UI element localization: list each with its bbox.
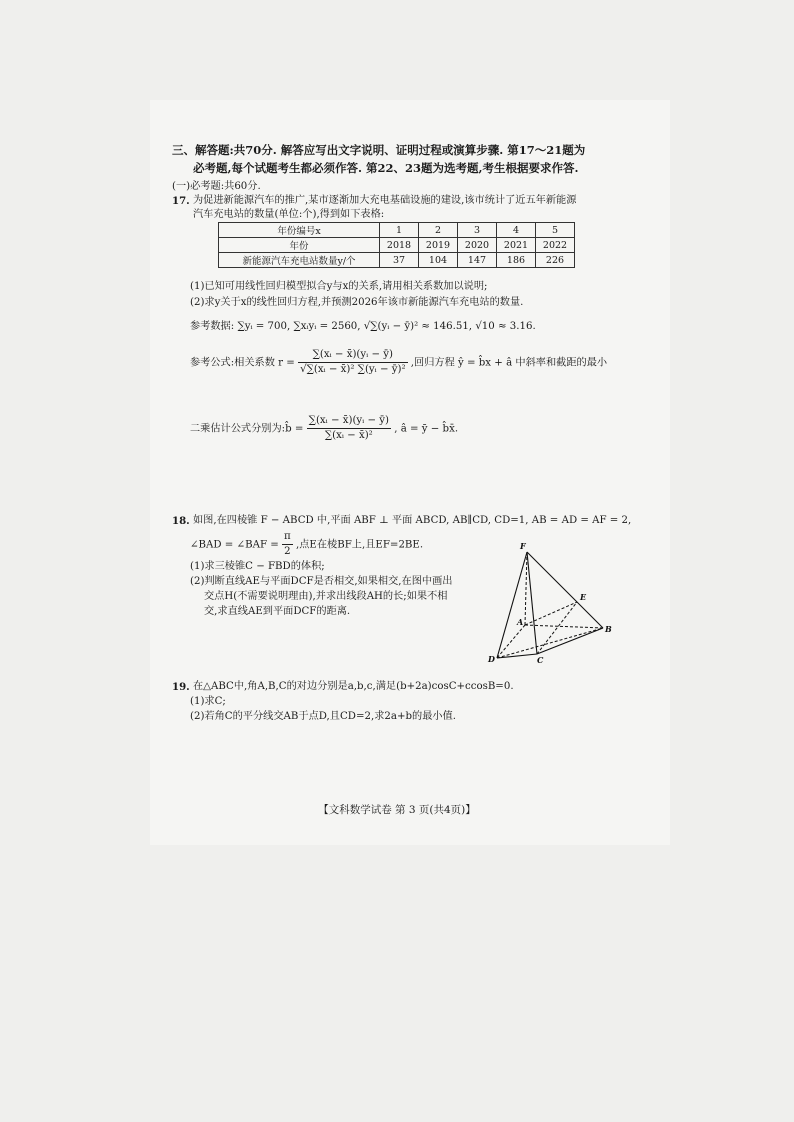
q17-least-squares (190, 414, 458, 443)
pi-over-2 (282, 530, 293, 559)
table-cell: 新能源汽车充电站数量y/个 (219, 253, 380, 268)
edge-FD (497, 552, 527, 658)
label-C: C (537, 655, 544, 665)
ref-formula-tail: ,回归方程 ŷ = b̂x + â 中斜率和截距的最小 (410, 357, 608, 369)
q17-part1: (1)已知可用线性回归模型拟合y与x的关系,请用相关系数加以说明; (190, 281, 488, 292)
b-denominator: ∑(xᵢ − x̄)² (324, 430, 373, 441)
q19-number: 19. (172, 681, 190, 693)
q19-line1: 在△ABC中,角A,B,C的对边分别是a,b,c,满足(b+2a)cosC+ccosB=0. (193, 681, 514, 692)
table-cell: 226 (536, 253, 575, 268)
table-row (219, 223, 575, 238)
label-E: E (580, 592, 587, 602)
table-cell: 2019 (419, 238, 458, 253)
table-cell: 4 (497, 223, 536, 238)
ref-formula-label: 参考公式:相关系数 r = (190, 357, 295, 369)
diagonal-DB (497, 628, 603, 658)
pyramid-figure (485, 540, 615, 665)
label-B: B (605, 624, 612, 634)
ls-label: 二乘估计公式分别为:b̂ = (190, 423, 304, 435)
table-cell: 2022 (536, 238, 575, 253)
table-cell: 147 (458, 253, 497, 268)
ref-data-sqrt10: √10 ≈ 3.16. (475, 321, 536, 332)
label-D: D (488, 654, 495, 664)
ref-data-sum-xy: ∑xᵢyᵢ = 2560, (293, 321, 361, 332)
label-F: F (520, 541, 526, 551)
section-title-line2: 必考题,每个试题考生都必须作答. 第22、23题为选考题,考生根据要求作答. (193, 161, 579, 175)
section-subtitle: (一)必考题:共60分. (172, 181, 261, 192)
b-fraction (307, 414, 391, 443)
table-cell: 37 (380, 253, 419, 268)
q18-part2-line2: 交点H(不需要说明理由),并求出线段AH的长;如果不相 (204, 591, 448, 602)
table-row (219, 238, 575, 253)
q17-number: 17. (172, 195, 190, 207)
table-cell: 3 (458, 223, 497, 238)
ref-data-label: 参考数据: (190, 321, 235, 332)
ref-data-sqrt: √∑(yᵢ − ȳ)² ≈ 146.51, (363, 321, 473, 332)
page-footer: 【文科数学试卷 第 3 页(共4页)】 (318, 804, 476, 816)
frac-numerator: π (282, 530, 293, 545)
q18-angle-text: ∠BAD = ∠BAF = (190, 539, 279, 551)
r-denominator: √∑(xᵢ − x̄)² ∑(yᵢ − ȳ)² (300, 364, 406, 375)
ref-data-sum-y: ∑yᵢ = 700, (237, 321, 291, 332)
table-cell: 2020 (458, 238, 497, 253)
table-cell: 5 (536, 223, 575, 238)
q17-part2: (2)求y关于x的线性回归方程,并预测2026年该市新能源汽车充电站的数量. (190, 297, 524, 308)
q17-line1: 为促进新能源汽车的推广,某市逐渐加大充电基础设施的建设,该市统计了近五年新能源 (193, 195, 577, 206)
frac-denominator: 2 (284, 546, 291, 557)
q18-part2-line3: 交,求直线AE到平面DCF的距离. (204, 606, 351, 617)
section-title-line1: 三、解答题:共70分. 解答应写出文字说明、证明过程或演算步骤. 第17～21题为 (172, 143, 586, 157)
r-numerator: ∑(xᵢ − x̄)(yᵢ − ȳ) (298, 348, 407, 363)
ls-tail: , â = ȳ − b̂x̄. (394, 423, 459, 435)
q18-part2-line1: (2)判断直线AE与平面DCF是否相交,如果相交,在图中画出 (190, 576, 453, 587)
q18-number: 18. (172, 515, 190, 527)
q18-line1: 如图,在四棱锥 F − ABCD 中,平面 ABF ⊥ 平面 ABCD, AB∥CD, CD=1, AB = AD = AF = 2, (193, 515, 632, 526)
table-cell: 2021 (497, 238, 536, 253)
table-cell: 1 (380, 223, 419, 238)
q17-reference-data (190, 320, 536, 334)
q17-correlation-formula (190, 348, 607, 377)
table-cell: 年份 (219, 238, 380, 253)
q18-part1: (1)求三棱锥C − FBD的体积; (190, 561, 325, 572)
table-cell: 104 (419, 253, 458, 268)
q19-part1: (1)求C; (190, 696, 226, 707)
edge-FC (527, 552, 537, 654)
label-A: A (517, 617, 524, 627)
b-numerator: ∑(xᵢ − x̄)(yᵢ − ȳ) (307, 414, 391, 429)
table-cell: 2 (419, 223, 458, 238)
table-cell: 2018 (380, 238, 419, 253)
q17-data-table (218, 222, 575, 268)
q17-line2: 汽车充电站的数量(单位:个),得到如下表格: (193, 209, 385, 220)
q18-point-e-text: ,点E在棱BF上,且EF=2BE. (296, 539, 424, 551)
edge-FA (525, 552, 527, 625)
r-fraction (298, 348, 407, 377)
table-row (219, 253, 575, 268)
edge-FB (527, 552, 603, 628)
q19-part2: (2)若角C的平分线交AB于点D,且CD=2,求2a+b的最小值. (190, 711, 456, 722)
table-cell: 年份编号x (219, 223, 380, 238)
edge-AB (525, 625, 603, 628)
q18-line2 (190, 530, 423, 559)
table-cell: 186 (497, 253, 536, 268)
